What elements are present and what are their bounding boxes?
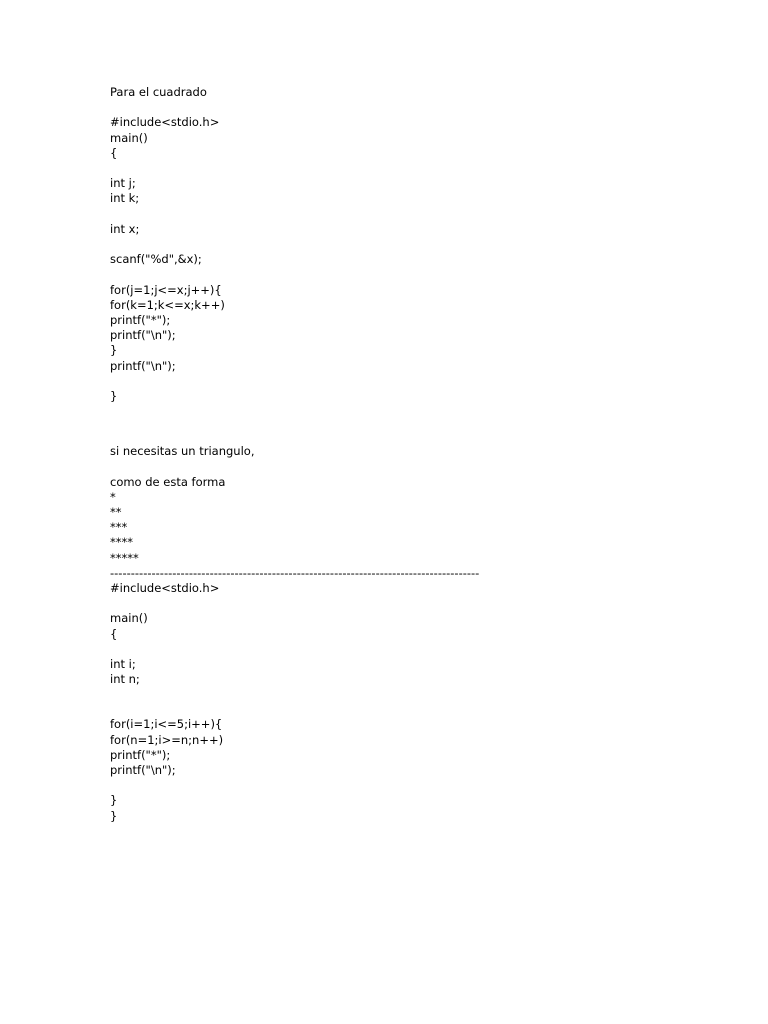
pattern-row: * [110, 489, 116, 504]
code-line-close-brace: } [110, 808, 118, 823]
pattern-row: ***** [110, 550, 139, 565]
code-block-triangle [110, 581, 730, 824]
spacer [110, 596, 730, 611]
spacer [110, 374, 730, 389]
code-line-close-brace: } [110, 388, 118, 403]
code-line-close-inner: } [110, 343, 118, 358]
code-line-open-brace: { [110, 626, 118, 641]
spacer [110, 237, 730, 252]
code-line-decl-j: int j; [110, 176, 136, 191]
code-line-close-inner: } [110, 793, 118, 808]
code-block-square [110, 115, 730, 404]
pattern-row: **** [110, 535, 133, 550]
code-line-include: #include<stdio.h> [110, 115, 220, 130]
spacer [110, 161, 730, 176]
code-line-for-j: for(j=1;j<=x;j++){ [110, 282, 222, 297]
code-line-decl-k: int k; [110, 191, 140, 206]
spacer [110, 100, 730, 115]
star-pattern [110, 490, 730, 566]
code-line-include: #include<stdio.h> [110, 580, 220, 595]
spacer [110, 459, 730, 474]
code-line-scanf: scanf("%d",&x); [110, 252, 202, 267]
code-line-printf-star: printf("*"); [110, 312, 171, 327]
code-line-main: main() [110, 130, 148, 145]
intro-line-shape: como de esta forma [110, 474, 226, 489]
spacer [110, 778, 730, 793]
code-line-decl-i: int i; [110, 656, 136, 671]
intro-line-triangle: si necesitas un triangulo, [110, 444, 255, 459]
code-line-decl-n: int n; [110, 672, 140, 687]
code-line-printf-newline: printf("\n"); [110, 328, 176, 343]
separator-line: ----------------------------------------------------------------------------------------- [110, 565, 480, 580]
code-line-open-brace: { [110, 145, 118, 160]
code-line-main: main() [110, 611, 148, 626]
code-line-printf-newline: printf("\n"); [110, 762, 176, 777]
pattern-row: *** [110, 520, 128, 535]
spacer [110, 267, 730, 282]
code-line-for-n: for(n=1;i>=n;n++) [110, 732, 224, 747]
document-body [110, 85, 730, 824]
spacer [110, 687, 730, 717]
spacer [110, 404, 730, 444]
section-heading-square: Para el cuadrado [110, 85, 207, 99]
code-line-printf-newline-outer: printf("\n"); [110, 358, 176, 373]
code-line-printf-star: printf("*"); [110, 747, 171, 762]
code-line-for-k: for(k=1;k<=x;k++) [110, 297, 225, 312]
spacer [110, 642, 730, 657]
code-line-for-i: for(i=1;i<=5;i++){ [110, 717, 223, 732]
spacer [110, 207, 730, 222]
pattern-row: ** [110, 504, 122, 519]
code-line-decl-x: int x; [110, 221, 140, 236]
